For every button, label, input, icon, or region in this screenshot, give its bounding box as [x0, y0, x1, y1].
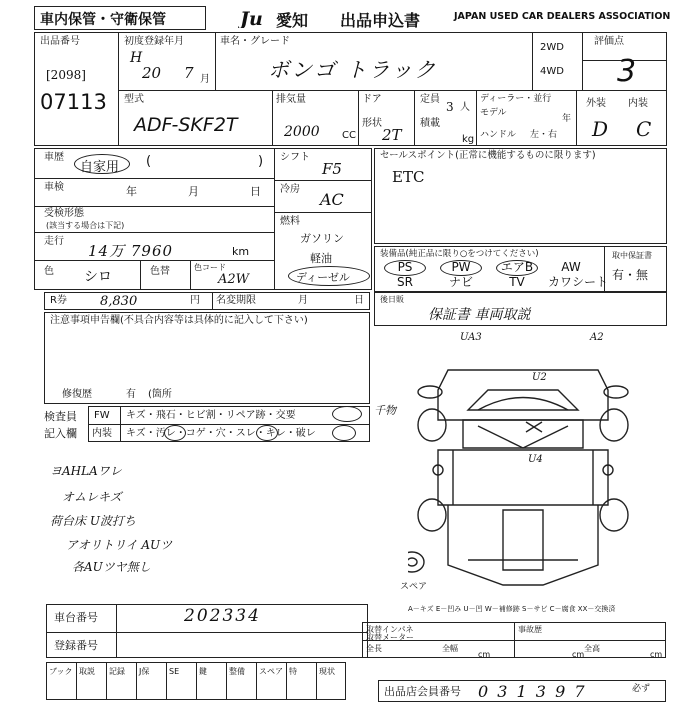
fw-circle — [332, 406, 362, 422]
bottom-cell-5: 鍵 — [199, 667, 207, 676]
sales-point-label: セールスポイント(正常に機能するものに限ります) — [380, 150, 596, 161]
aircon-label: 冷房 — [280, 184, 300, 195]
recycle-frame — [44, 292, 370, 310]
fuel-light-oil: 軽油 — [310, 252, 332, 265]
fw-items: キズ・飛石・ヒビ割・リペア跡・交要 — [126, 410, 296, 421]
color-code: A2W — [218, 272, 250, 287]
field-panel: 取替インパネ — [366, 625, 414, 634]
right-notes-label: 後日販 — [380, 295, 404, 304]
usage-label: 車歴 — [44, 152, 64, 163]
model-year-label: モデル — [480, 108, 507, 118]
lot-code: [2098] — [46, 68, 86, 82]
inspection-label: 車検 — [44, 182, 64, 193]
bottom-cell-4: SE — [169, 667, 180, 676]
storage-note: 車内保管・守衛保管 — [40, 12, 166, 28]
shape-value: 2T — [382, 126, 402, 144]
grade-ext: D — [592, 117, 609, 141]
grade-int-label: 内装 — [628, 98, 648, 109]
field-accident: 事故歴 — [518, 625, 542, 634]
svg-text:Ju: Ju — [240, 8, 263, 28]
bottom-cell-3: J保 — [139, 667, 150, 676]
receive-sub: (該当する場合は下記) — [46, 221, 125, 230]
load-unit: kg — [462, 134, 475, 145]
name-change-day: 日 — [354, 295, 364, 306]
registration-year: 20 — [142, 64, 162, 82]
color-value: シロ — [84, 269, 112, 285]
unit-cm-3: cm — [650, 650, 663, 659]
assoc-name: JAPAN USED CAR DEALERS ASSOCIATION — [454, 11, 671, 22]
mileage-value: 14万 7960 — [88, 242, 174, 260]
doc-title: 出品申込書 — [340, 11, 421, 30]
grade-int: C — [636, 117, 652, 141]
handwritten-note-0: ヨAHLAワレ — [50, 464, 122, 478]
repair-label: 修復歴 — [62, 389, 92, 400]
fuel-label: 燃料 — [280, 216, 300, 227]
model-value: ADF-SKF2T — [134, 114, 238, 136]
bottom-cell-divider — [226, 662, 227, 700]
jp-label: 取中保証書 — [612, 251, 652, 260]
bottom-cell-divider — [196, 662, 197, 700]
bottom-cell-2: 記録 — [109, 667, 125, 676]
bottom-cell-divider — [166, 662, 167, 700]
fuel-diesel: ディーゼル — [296, 271, 350, 284]
damage-legend: A－キズ E－凹み U－凹 W－補修跡 S－サビ C－腐食 XX－交換済 — [408, 605, 616, 613]
field-meter: 取替メーター — [366, 633, 414, 642]
recycle-label: R券 — [50, 295, 67, 306]
displacement-label: 排気量 — [276, 94, 306, 105]
model-year-unit: 年 — [562, 114, 572, 124]
handwritten-note-4: 各AUツヤ無し — [72, 560, 151, 574]
bottom-cell-1: 取説 — [79, 667, 95, 676]
registration-month-unit: 月 — [200, 74, 210, 85]
inspector-label-1: 検査員 — [44, 410, 77, 423]
interior-items: キズ・汚レ・コゲ・穴・スレ・キレ・破レ — [126, 428, 316, 439]
required-label: 必ず — [632, 684, 651, 694]
equipment-item-5: ナビ — [448, 275, 473, 289]
capacity-unit: 人 — [460, 102, 470, 113]
jp-value: 有・無 — [612, 268, 649, 282]
equipment-label: 装備品(純正品に限り○をつけてください) — [380, 249, 539, 259]
bottom-cell-8: 特 — [289, 667, 297, 676]
fw-label: FW — [94, 410, 110, 421]
equipment-circle-2 — [496, 260, 538, 276]
capacity-label: 定員 — [420, 94, 440, 105]
registration-label: 初度登録年月 — [124, 36, 184, 47]
field-length: 全長 — [366, 644, 382, 653]
aircon-value: AC — [320, 190, 344, 209]
reg-number-label: 登録番号 — [54, 639, 98, 652]
vehicle-name-label: 車名・グレード — [220, 36, 290, 47]
inspector-label-2: 記入欄 — [44, 427, 77, 440]
load-label: 積載 — [420, 118, 440, 129]
bottom-cell-divider — [136, 662, 137, 700]
mark-u4: U4 — [528, 454, 543, 465]
mileage-label: 走行 — [44, 236, 64, 247]
bottom-cell-divider — [286, 662, 287, 700]
mark-u2: U2 — [532, 372, 547, 383]
fuel-gasoline: ガソリン — [300, 232, 344, 245]
name-change-label: 名変期限 — [216, 295, 256, 306]
mileage-unit: km — [232, 245, 250, 258]
equipment-item-1: PW — [451, 260, 471, 274]
equipment-item-7: カワシート — [548, 275, 609, 289]
bottom-cell-divider — [256, 662, 257, 700]
mark-a2: A2 — [590, 332, 604, 343]
repaint-label: 色替 — [150, 266, 170, 277]
dealer-number-label: 出品店会員番号 — [384, 685, 461, 698]
capacity-value: 3 — [446, 100, 454, 114]
field-height: 全高 — [584, 644, 600, 653]
interior-circle-2 — [256, 425, 278, 441]
color-code-label: 色コード — [194, 263, 226, 272]
grade-ext-label: 外装 — [586, 98, 606, 109]
grade-score: 3 — [617, 54, 637, 89]
name-change-month: 月 — [298, 295, 308, 306]
equipment-item-4: SR — [397, 275, 413, 289]
equipment-item-3: AW — [561, 260, 581, 274]
interior-circle-1 — [164, 425, 186, 441]
bottom-cell-0: ブック — [49, 667, 73, 676]
registration-month: 7 — [184, 64, 194, 82]
usage-value: 自家用 — [80, 160, 120, 175]
repair-place: (箇所 — [148, 389, 172, 400]
bottom-cell-9: 現状 — [319, 667, 335, 676]
bottom-cell-divider — [106, 662, 107, 700]
notes-label: 注意事項申告欄(不具合内容等は具体的に記入して下さい) — [50, 315, 308, 326]
bottom-cell-divider — [316, 662, 317, 700]
inspection-day-unit: 日 — [250, 185, 261, 198]
displacement-value: 2000 — [284, 124, 320, 140]
equipment-item-0: PS — [397, 260, 413, 274]
spare-label: スペア — [400, 582, 428, 592]
sales-point-frame — [374, 148, 667, 244]
model-label: 型式 — [124, 94, 144, 105]
frame-number-label: 車台番号 — [54, 611, 98, 624]
handwritten-note-2: 荷台床 U波打ち — [50, 514, 136, 528]
interior-label: 内装 — [92, 428, 112, 439]
sales-point-value: ETC — [392, 168, 425, 186]
lot-label: 出品番号 — [40, 36, 80, 47]
unit-cm-2: cm — [572, 650, 585, 659]
bottom-cell-6: 整備 — [229, 667, 245, 676]
top-info-frame — [34, 32, 667, 146]
drive-4wd: 4WD — [540, 66, 564, 77]
grade-label: 評価点 — [594, 36, 624, 47]
equipment-item-2: エアB — [500, 260, 534, 274]
equipment-circle-1 — [440, 260, 482, 276]
bottom-cell-7: スペア — [259, 667, 283, 676]
bottom-cell-divider — [76, 662, 77, 700]
lot-number: 07113 — [40, 90, 107, 114]
registration-era: H — [130, 50, 143, 66]
frame-number-value: 202334 — [184, 606, 261, 626]
shape-label: 形状 — [362, 118, 382, 129]
handle-options: 左・右 — [530, 130, 558, 140]
color-label: 色 — [44, 266, 54, 277]
car-diagram — [408, 330, 638, 620]
handwritten-note-3: アオリトリイ AUツ — [66, 538, 173, 552]
unit-cm-1: cm — [478, 650, 491, 659]
right-notes-value: 保証書 車両取説 — [428, 307, 531, 323]
equipment-circle-0 — [384, 260, 426, 276]
mark-ua3: UA3 — [460, 332, 482, 343]
vehicle-name: ボンゴ トラック — [268, 58, 438, 82]
handle-label: ハンドル — [480, 130, 517, 140]
shift-label: シフト — [280, 152, 310, 163]
inspection-year-unit: 年 — [126, 185, 137, 198]
repair-value: 有 — [126, 389, 136, 400]
inspection-month-unit: 月 — [188, 185, 199, 198]
receive-label: 受検形態 — [44, 208, 84, 219]
equipment-item-6: TV — [509, 275, 525, 289]
usage-paren-open: ( — [146, 154, 152, 169]
shift-value: F5 — [322, 160, 342, 178]
handwritten-note-1: オムレキズ — [62, 490, 122, 504]
org-name: 愛知 — [276, 11, 309, 30]
usage-paren-close: ) — [258, 154, 264, 169]
recycle-unit: 円 — [190, 295, 200, 306]
recycle-value: 8,830 — [100, 294, 138, 309]
field-width: 全幅 — [442, 644, 458, 653]
dealer-label: ディーラー・並行 — [480, 94, 552, 104]
door-label: ドア — [362, 94, 382, 105]
drive-2wd: 2WD — [540, 42, 564, 53]
interior-circle-3 — [332, 425, 356, 441]
dealer-number-value: 0 3 1 3 9 7 — [478, 682, 587, 701]
fw-note: 千物 — [374, 404, 396, 417]
displacement-unit: CC — [342, 130, 356, 141]
